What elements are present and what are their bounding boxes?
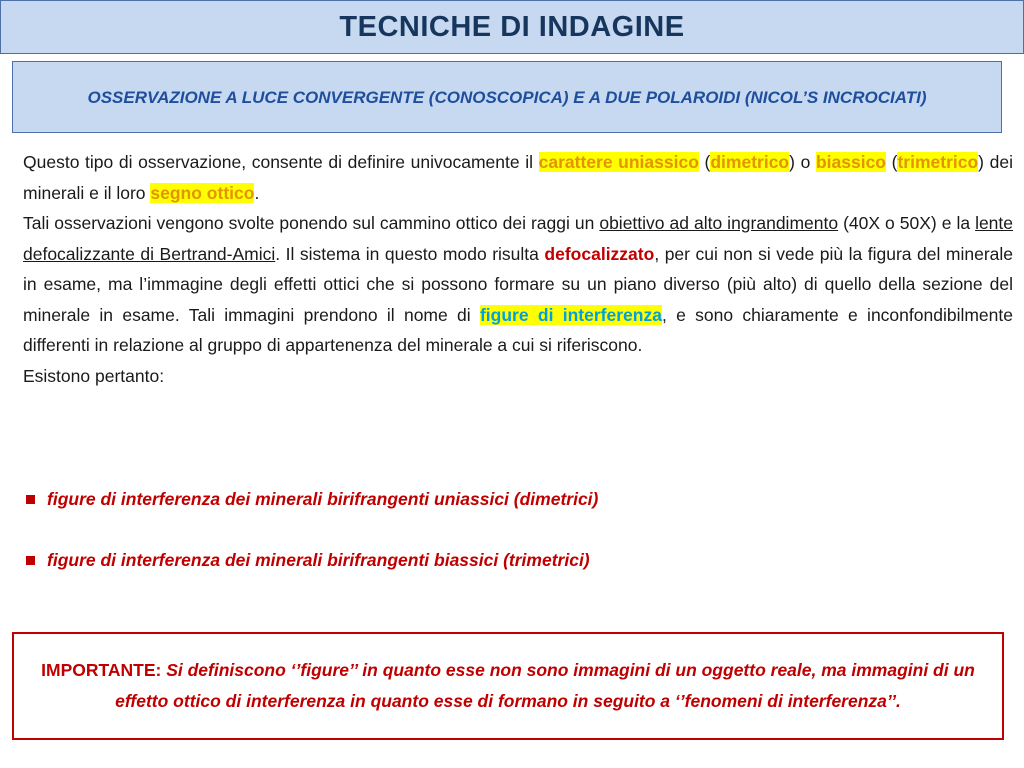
square-bullet-icon [26, 495, 35, 504]
paragraph-1 [23, 147, 1013, 208]
subtitle-box [12, 61, 1002, 133]
text-run: ( [886, 152, 898, 172]
text-run: Questo tipo di osservazione, consente di definire univocamente il [23, 152, 539, 172]
important-text: Si definiscono ‘’figure’’ in quanto esse non sono immagini di un oggetto reale, ma immagini di un effetto ottico di interferenza in quanto esse di formano in seguito a ‘’fenomeni di interferenza’’. [115, 660, 975, 711]
highlight-segno-ottico: segno ottico [150, 182, 255, 203]
bullet-text: figure di interferenza dei minerali birifrangenti uniassici (dimetrici) [47, 488, 599, 509]
paragraph-3: Esistono pertanto: [23, 365, 165, 386]
bullet-text: figure di interferenza dei minerali birifrangenti biassici (trimetrici) [47, 549, 590, 570]
highlight-carattere-uniassico: carattere uniassico [538, 152, 699, 172]
text-run: . [254, 182, 260, 203]
text-run: , e sono chiaramente e inconfondibilmente differenti in relazione al gruppo di appartenenza del minerale a cui si riferiscono. [23, 304, 1013, 355]
highlight-dimetrico: dimetrico [710, 152, 790, 172]
highlight-trimetrico: trimetrico [897, 152, 979, 172]
text-run: , per cui non si vede più la figura del minerale in esame, ma l’immagine degli effetti ottici che si possono formare su un piano diverso (più alto) di quello della sezione del minerale in esame. Tali immagini prendono il nome di [23, 243, 1014, 325]
highlight-biassico: biassico [815, 152, 886, 172]
list-item [23, 545, 1013, 575]
square-bullet-icon [26, 556, 35, 565]
body-text [23, 147, 1013, 391]
text-run: ) dei minerali e il loro [23, 152, 1013, 203]
text-run: Tali osservazioni vengono svolte ponendo sul cammino ottico dei raggi un [23, 213, 600, 233]
subtitle: OSSERVAZIONE A LUCE CONVERGENTE (CONOSCOPICA) E A DUE POLAROIDI (NICOL’S INCROCIATI) [87, 87, 927, 107]
page-title: TECNICHE DI INDAGINE [339, 10, 685, 43]
important-label: IMPORTANTE: [41, 660, 162, 680]
underlined-obiettivo: obiettivo ad alto ingrandimento [599, 213, 839, 233]
underlined-lente: lente defocalizzante di Bertrand-Amici [23, 213, 1014, 264]
red-defocalizzato: defocalizzato [544, 243, 655, 264]
paragraph-2 [23, 208, 1013, 361]
important-note [28, 655, 988, 717]
bullet-list [23, 484, 1013, 606]
text-run: . Il sistema in questo modo risulta [275, 243, 545, 264]
title-bar [0, 0, 1024, 54]
highlight-figure-di-interferenza: figure di interferenza [479, 304, 662, 325]
text-run: ( [698, 152, 711, 172]
list-item [23, 484, 1013, 514]
text-run: ) o [789, 152, 816, 172]
text-run: (40X o 50X) e la [838, 213, 976, 233]
important-note-box [12, 632, 1004, 740]
